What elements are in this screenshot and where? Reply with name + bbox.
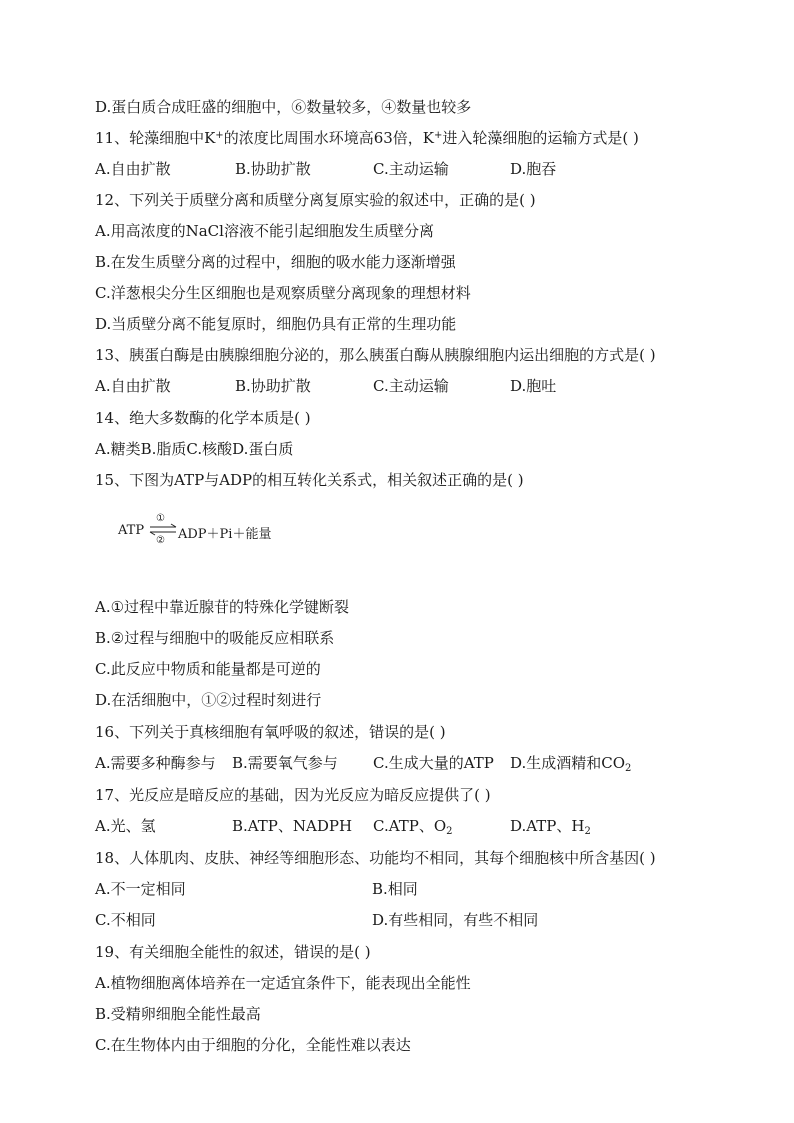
subscript-2: 2	[584, 826, 591, 837]
subscript-2: 2	[625, 763, 632, 774]
q12-option-b: B.在发生质壁分离的过程中，细胞的吸水能力逐渐增强	[95, 253, 456, 271]
equation-step-1: ①	[156, 513, 165, 524]
q11-option-a: A.自由扩散	[95, 160, 171, 178]
q16-option-c: C.生成大量的ATP	[373, 754, 494, 772]
q11-option-c: C.主动运输	[373, 160, 449, 178]
k-plus-sup: +	[433, 130, 443, 141]
q17-option-b: B.ATP、NADPH	[232, 817, 353, 835]
q15-stem: 15、下图为ATP与ADP的相互转化关系式，相关叙述正确的是( )	[95, 471, 524, 489]
q11-stem	[95, 128, 639, 148]
q16-option-a: A.需要多种酶参与	[95, 754, 216, 772]
q16-option-d	[510, 753, 631, 773]
q11-stem-part2: 的浓度比周围水环境高63倍，K	[223, 129, 434, 147]
q14-stem: 14、绝大多数酶的化学本质是( )	[95, 409, 311, 427]
q10-option-d: D.蛋白质合成旺盛的细胞中，⑥数量较多，④数量也较多	[95, 98, 472, 116]
q18-option-a: A.不一定相同	[95, 880, 186, 898]
q17-option-d	[510, 816, 591, 836]
q17-option-d-text: D.ATP、H	[510, 817, 585, 835]
q18-stem: 18、人体肌肉、皮肤、神经等细胞形态、功能均不相同，其每个细胞核中所含基因( )	[95, 849, 656, 867]
q18-option-b: B.相同	[372, 880, 418, 898]
equation-right: ADP＋Pi＋能量	[178, 527, 272, 542]
q19-option-b: B.受精卵细胞全能性最高	[95, 1005, 261, 1023]
q19-option-a: A.植物细胞离体培养在一定适宜条件下，能表现出全能性	[95, 974, 471, 992]
q17-option-a: A.光、氢	[95, 817, 156, 835]
q18-option-c: C.不相同	[95, 911, 156, 929]
q12-option-d: D.当质壁分离不能复原时，细胞仍具有正常的生理功能	[95, 315, 457, 333]
q13-option-d: D.胞吐	[510, 377, 557, 395]
q14-options: A.糖类B.脂质C.核酸D.蛋白质	[95, 440, 294, 458]
q11-option-d: D.胞吞	[510, 160, 557, 178]
q12-option-c: C.洋葱根尖分生区细胞也是观察质壁分离现象的理想材料	[95, 284, 471, 302]
q16-option-b: B.需要氧气参与	[232, 754, 338, 772]
q13-option-a: A.自由扩散	[95, 377, 171, 395]
k-plus-sup: +	[215, 130, 224, 141]
equation-step-2: ②	[156, 535, 165, 546]
subscript-2: 2	[446, 826, 453, 837]
q13-option-c: C.主动运输	[373, 377, 449, 395]
q17-stem: 17、光反应是暗反应的基础，因为光反应为暗反应提供了( )	[95, 786, 491, 804]
q15-option-b: B.②过程与细胞中的吸能反应相联系	[95, 629, 335, 647]
q13-stem: 13、胰蛋白酶是由胰腺细胞分泌的，那么胰蛋白酶从胰腺细胞内运出细胞的方式是( )	[95, 346, 656, 364]
q16-option-d-text: D.生成酒精和CO	[510, 754, 626, 772]
q17-option-c-text: C.ATP、O	[373, 817, 447, 835]
q12-stem: 12、下列关于质壁分离和质壁分离复原实验的叙述中，正确的是( )	[95, 191, 536, 209]
q18-option-d: D.有些相同，有些不相同	[372, 911, 539, 929]
equation-left: ATP	[118, 523, 145, 538]
q19-stem: 19、有关细胞全能性的叙述，错误的是( )	[95, 943, 371, 961]
q15-option-d: D.在活细胞中，①②过程时刻进行	[95, 691, 322, 709]
q11-option-b: B.协助扩散	[235, 160, 311, 178]
q19-option-c: C.在生物体内由于细胞的分化，全能性难以表达	[95, 1036, 411, 1054]
q11-stem-part3: 进入轮藻细胞的运输方式是( )	[442, 129, 639, 147]
q15-option-c: C.此反应中物质和能量都是可逆的	[95, 660, 321, 678]
q17-option-c	[373, 816, 453, 836]
q13-option-b: B.协助扩散	[235, 377, 311, 395]
q12-option-a: A.用高浓度的NaCl溶液不能引起细胞发生质壁分离	[95, 222, 434, 240]
q16-stem: 16、下列关于真核细胞有氧呼吸的叙述，错误的是( )	[95, 723, 446, 741]
q11-stem-part1: 11、轮藻细胞中K	[95, 129, 216, 147]
q15-option-a: A.①过程中靠近腺苷的特殊化学键断裂	[95, 598, 350, 616]
